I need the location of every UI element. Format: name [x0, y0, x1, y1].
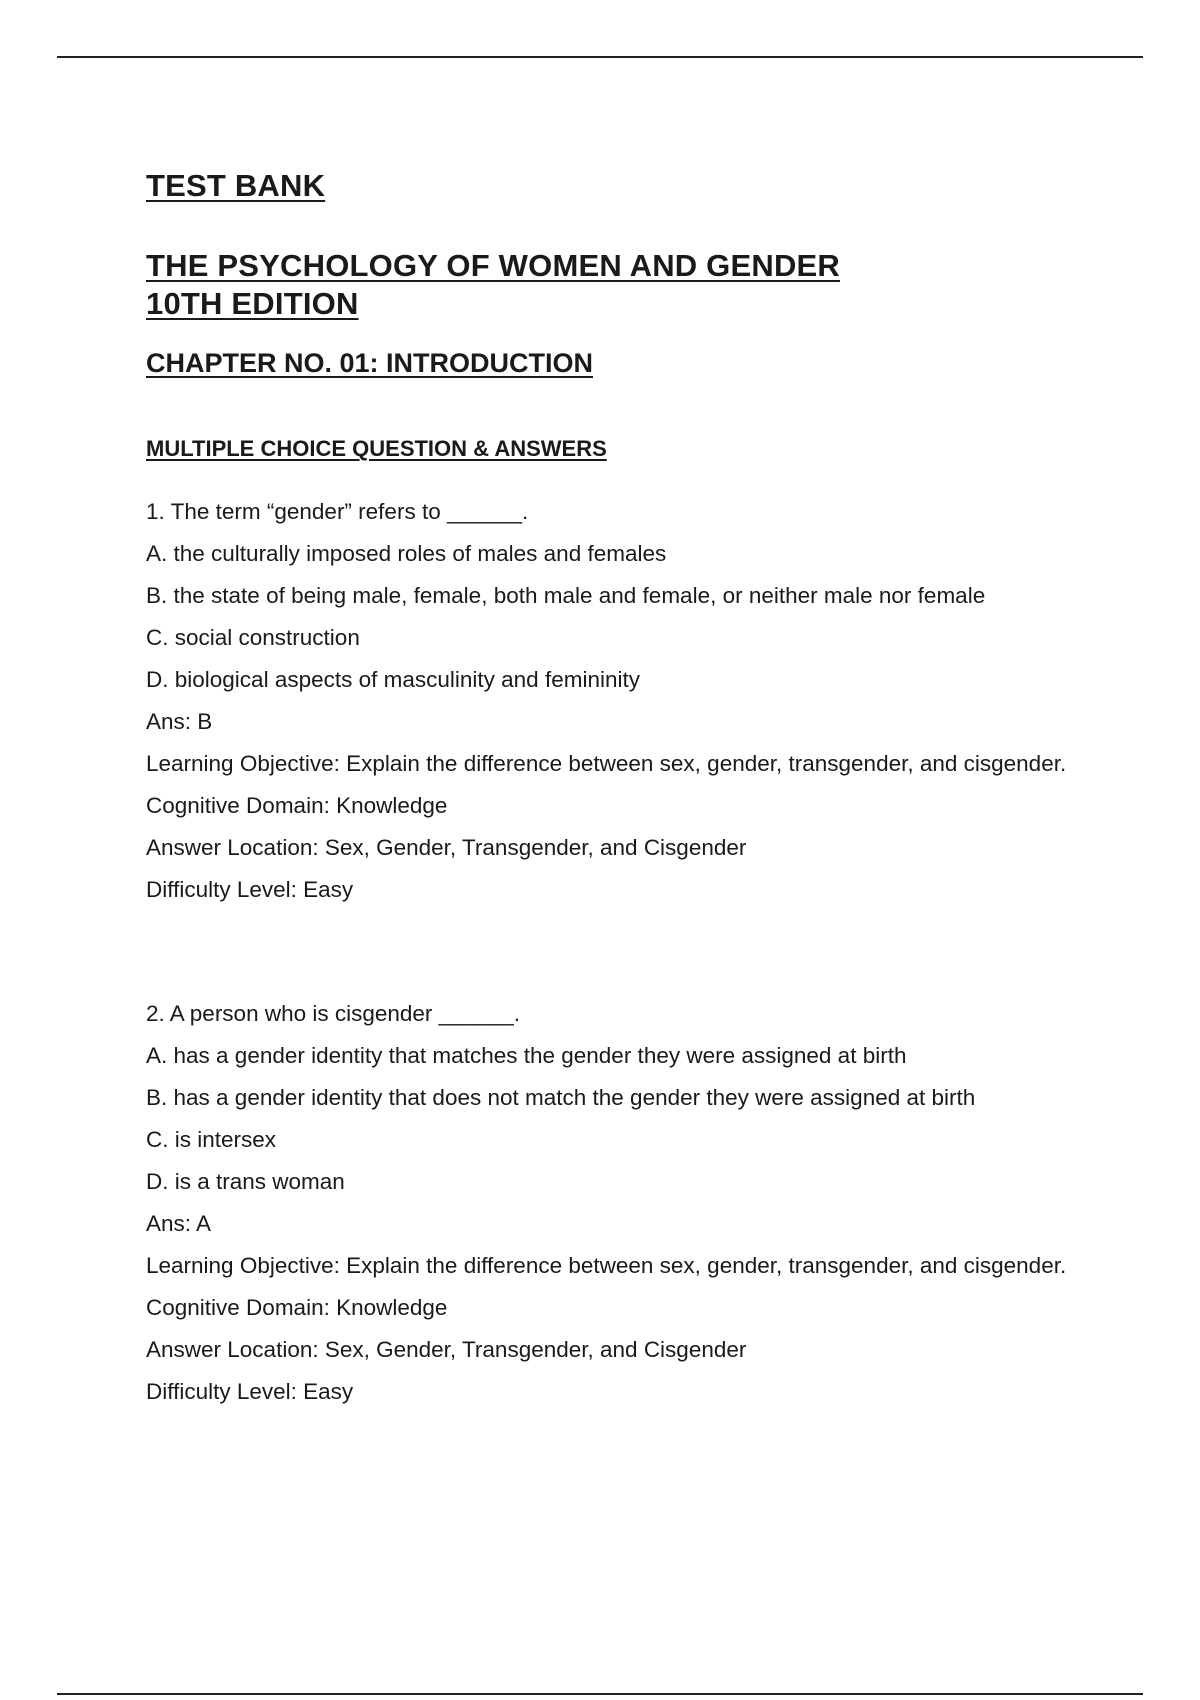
section-heading: MULTIPLE CHOICE QUESTION & ANSWERS: [146, 436, 607, 461]
answer-option: D. is a trans woman: [146, 1169, 345, 1194]
cognitive-domain: Cognitive Domain: Knowledge: [146, 1295, 448, 1320]
question-block: [146, 491, 1106, 911]
question-stem: 1. The term “gender” refers to ______.: [146, 499, 529, 524]
question-stem: 2. A person who is cisgender ______.: [146, 1001, 521, 1026]
answer-option: C. is intersex: [146, 1127, 277, 1152]
answer-option: B. has a gender identity that does not match the gender they were assigned at birth: [146, 1085, 976, 1110]
answer-option: B. the state of being male, female, both male and female, or neither male nor female: [146, 583, 986, 608]
question-block: [146, 993, 1106, 1413]
answer-option: C. social construction: [146, 625, 360, 650]
difficulty-level: Difficulty Level: Easy: [146, 1379, 354, 1404]
bottom-divider: [57, 1693, 1143, 1695]
answer-location: Answer Location: Sex, Gender, Transgender, and Cisgender: [146, 1337, 747, 1362]
cognitive-domain: Cognitive Domain: Knowledge: [146, 793, 448, 818]
learning-objective: Learning Objective: Explain the difference between sex, gender, transgender, and cisgender.: [146, 1253, 1067, 1278]
answer-key: Ans: A: [146, 1211, 212, 1236]
answer-option: A. has a gender identity that matches the gender they were assigned at birth: [146, 1043, 907, 1068]
learning-objective: Learning Objective: Explain the difference between sex, gender, transgender, and cisgender.: [146, 751, 1067, 776]
book-title-line-2: 10TH EDITION: [146, 286, 359, 321]
book-title: [146, 247, 840, 323]
book-title-line-1: THE PSYCHOLOGY OF WOMEN AND GENDER: [146, 248, 841, 283]
difficulty-level: Difficulty Level: Easy: [146, 877, 354, 902]
document-heading: TEST BANK: [146, 168, 326, 203]
answer-key: Ans: B: [146, 709, 213, 734]
answer-option: A. the culturally imposed roles of males and females: [146, 541, 667, 566]
answer-location: Answer Location: Sex, Gender, Transgender, and Cisgender: [146, 835, 747, 860]
chapter-heading: CHAPTER NO. 01: INTRODUCTION: [146, 348, 594, 378]
top-divider: [57, 56, 1143, 58]
answer-option: D. biological aspects of masculinity and femininity: [146, 667, 640, 692]
